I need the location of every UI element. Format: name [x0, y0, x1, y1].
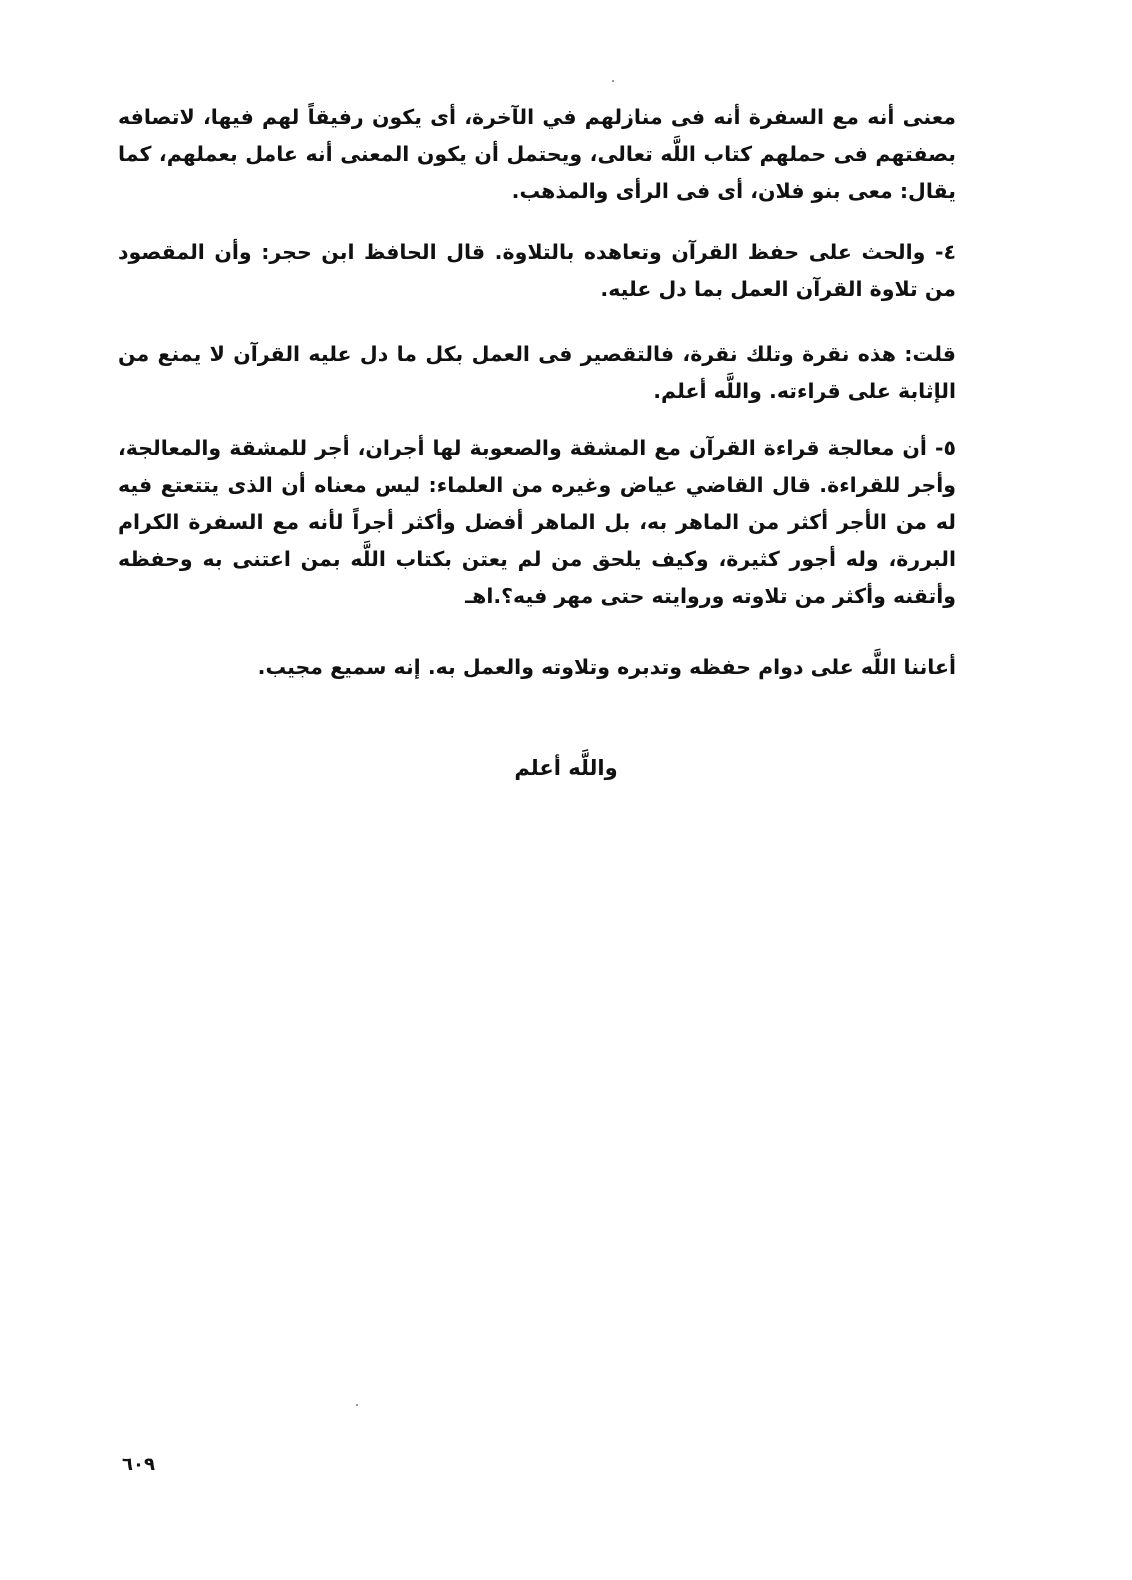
paragraph-text: ٥- أن معالجة قراءة القرآن مع المشقة والصعوبة لها أجران، أجر للمشقة والمعالجة، وأجر للقراءة. قال القاضي عياض وغيره من العلماء: ليس معناه أن الذى يتتعتع فيه له من الأجر أكثر من الماهر به، بل الماهر أفضل وأكثر أجراً لأنه مع السفرة الكرام البررة، وله أجور كثيرة، وكيف يلحق من لم يعتن بكتاب اللَّه بمن اعتنى به وحفظه وأتقنه وأكثر من تلاوته وروايته حتى مهر فيه؟.اهـ: [118, 436, 956, 608]
paragraph-point-5: [118, 430, 956, 615]
paragraph-point-4: [118, 234, 956, 308]
closing-phrase: واللَّه أعلم: [514, 756, 618, 780]
paragraph-text: ٤- والحث على حفظ القرآن وتعاهده بالتلاوة. قال الحافظ ابن حجر: وأن المقصود من تلاوة القرآن العمل بما دل عليه.: [118, 240, 956, 301]
scan-speck: [356, 1404, 358, 1406]
paragraph-supplication: [118, 649, 956, 686]
paragraph-author-comment: [118, 336, 956, 410]
paragraph-text: معنى أنه مع السفرة أنه فى منازلهم في الآخرة، أى يكون رفيقاً لهم فيها، لاتصافه بصفتهم فى حملهم كتاب اللَّه تعالى، ويحتمل أن يكون المعنى أنه عامل بعملهم، كما يقال: معى بنو فلان، أى فى الرأى والمذهب.: [118, 105, 956, 203]
page-number: ٦٠٩: [122, 1454, 155, 1475]
paragraph-text: أعاننا اللَّه على دوام حفظه وتدبره وتلاوته والعمل به. إنه سميع مجيب.: [257, 655, 956, 679]
paragraph-sufara-meaning: [118, 99, 956, 210]
paragraph-text: قلت: هذه نقرة وتلك نقرة، فالتقصير فى العمل بكل ما دل عليه القرآن لا يمنع من الإثابة على قراءته. واللَّه أعلم.: [118, 342, 956, 403]
scan-speck: [612, 80, 614, 82]
